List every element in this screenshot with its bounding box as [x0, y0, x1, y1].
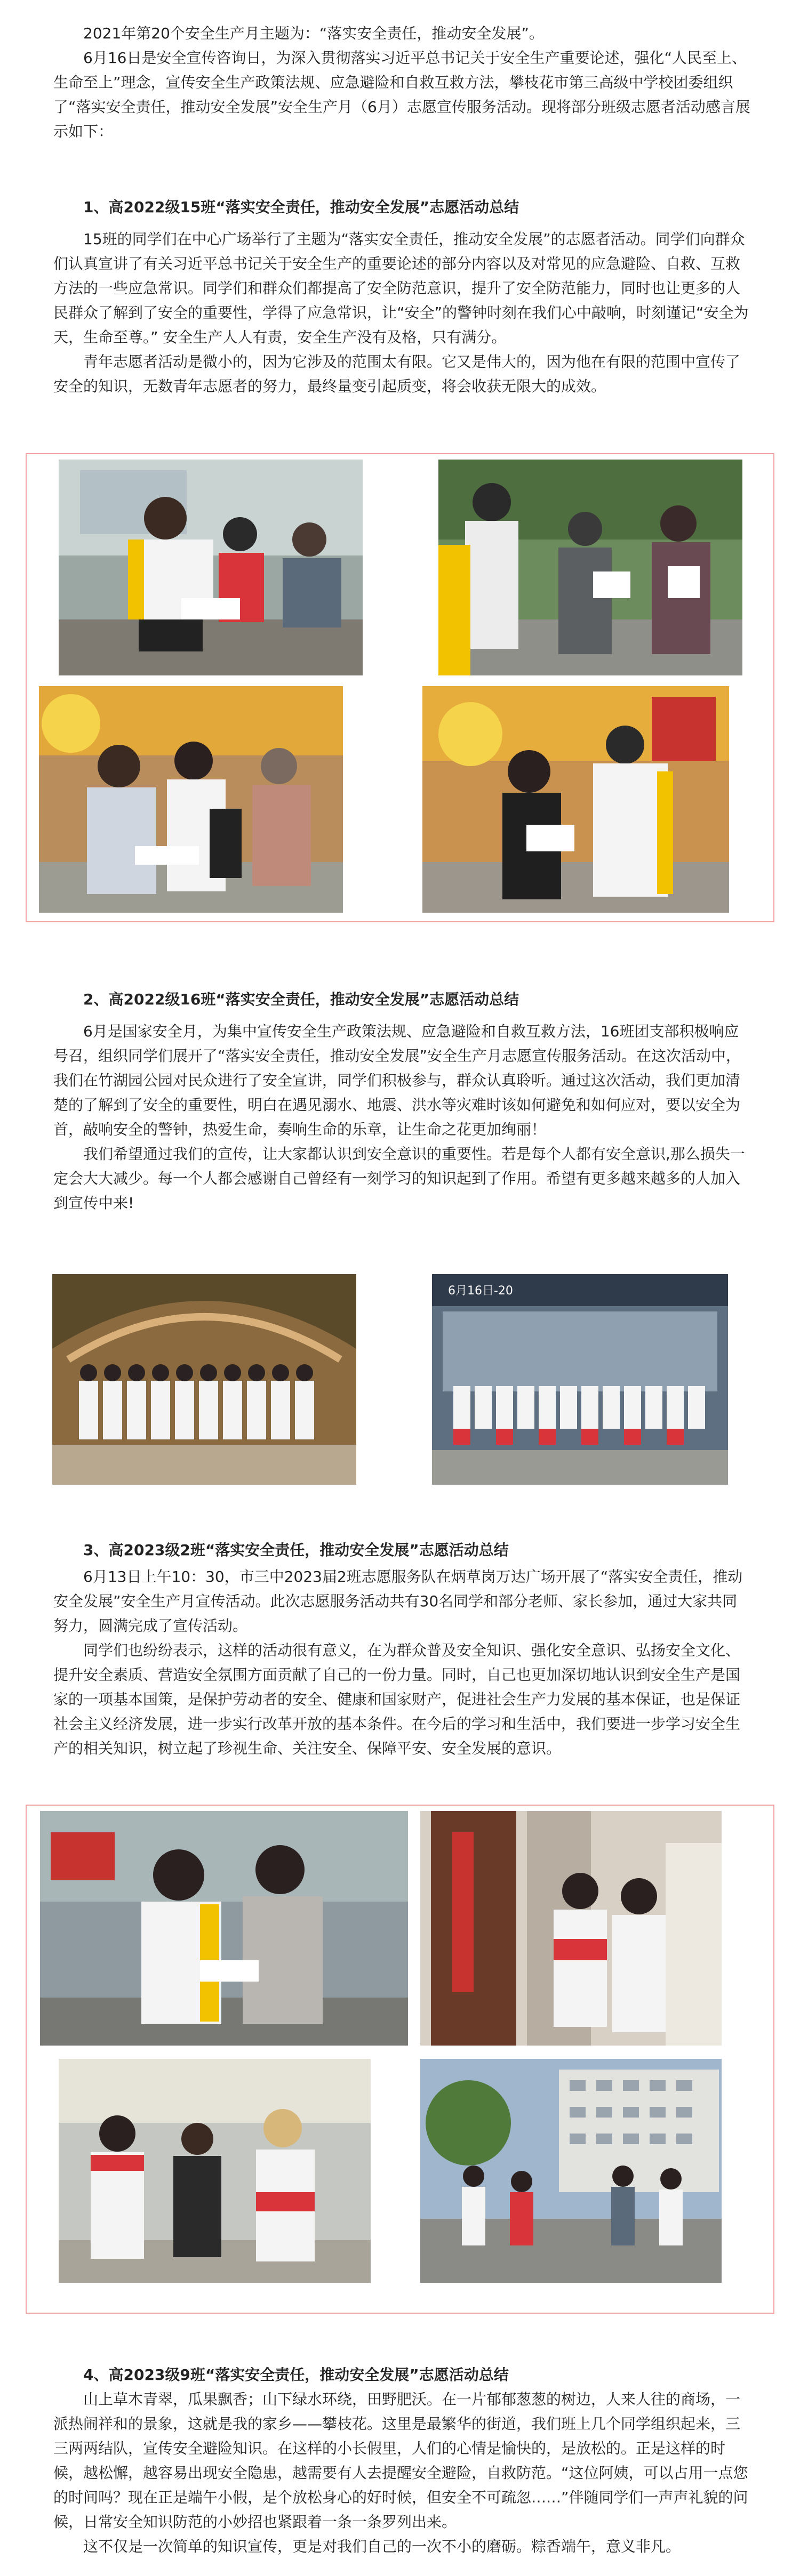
- photo-class-16-group-in-front-of-store: [432, 1274, 728, 1485]
- section-3-paragraph-1: 6月13日上午10：30，市三中2023届2班志愿服务队在炳草岗万达广场开展了“落实安全责任，推动安全发展”安全生产月宣传活动。此次志愿服务活动共有30名同学和部分老师、家长参加，通过大家共同努力，圆满完成了宣传活动。: [53, 1568, 743, 1635]
- photo-students-with-elderly-seated: [59, 460, 363, 675]
- section-1-paragraph-1: 15班的同学们在中心广场举行了主题为“落实安全责任，推动安全发展”的志愿者活动。同学们向群众们认真宣讲了有关习近平总书记关于安全生产的重要论述的部分内容以及对常见的应急避险、自救、互救方法的一些应急常识。同学们和群众们都提高了安全防范意识，提升了安全防范能力，同时也让更多的人民群众了解到了安全的重要性，学得了应急常识，让“安全”的警钟时刻在我们心中敲响，时刻谨记“安全为天，生命至尊。” 安全生产人人有责，安全生产没有及格，只有满分。: [53, 230, 749, 346]
- photo-students-on-street: [420, 2059, 722, 2283]
- section-4-paragraph-1: 山上草木青翠，瓜果飘香；山下绿水环绕，田野肥沃。在一片郁郁葱葱的树边，人来人往的商场，一派热闹祥和的景象，这就是我的家乡——攀枝花。这里是最繁华的街道，我们班上几个同学组织起来，三三两两结队，宣传安全避险知识。在这样的小长假里，人们的心情是愉快的，是放松的。正是这样的时候，越松懈，越容易出现安全隐患，越需要有人去提醒安全避险，自救防范。“这位阿姨，可以占用一点您的时间吗？现在正是端午小假，是个放松身心的好时候，但安全不可疏忽……”伴随同学们一声声礼貌的问候，日常安全知识防范的小妙招也紧跟着一条一条罗列出来。: [53, 2390, 748, 2531]
- section-1-heading: 1、高2022级15班“落实安全责任，推动安全发展”志愿活动总结: [83, 198, 519, 216]
- section-4-paragraph-2: 这不仅是一次简单的知识宣传，更是对我们自己的一次不小的磨砺。粽香端午，意义非凡。: [83, 2538, 681, 2555]
- section-4: [53, 2363, 752, 2559]
- section-3-heading: 3、高2023级2班“落实安全责任，推动安全发展”志愿活动总结: [83, 1541, 509, 1559]
- photo-students-with-woman-in-black: [422, 686, 729, 913]
- section-3: [53, 1538, 752, 1761]
- photo-students-with-elderly-man: [39, 686, 343, 913]
- intro-paragraph-1: 2021年第20个安全生产月主题为：“落实安全责任，推动安全发展”。: [83, 25, 544, 42]
- intro-paragraph-2: 6月16日是安全宣传咨询日，为深入贯彻落实习近平总书记关于安全生产重要论述，强化“人民至上、生命至上”理念，宣传安全生产政策法规、应急避险和自救互救方法，攀枝花市第三高级中学校团委组织了“落实安全责任，推动安全发展”安全生产月（6月）志愿宣传服务活动。现将部分班级志愿者活动感言展示如下：: [53, 49, 750, 140]
- section-3-photo-frame: [26, 1805, 774, 2314]
- section-4-heading: 4、高2023级9班“落实安全责任，推动安全发展”志愿活动总结: [83, 2366, 509, 2384]
- section-2-paragraph-2: 我们希望通过我们的宣传，让大家都认识到安全意识的重要性。若是每个人都有安全意识,那么损失一定会大大减少。每一个人都会感谢自己曾经有一刻学习的知识起到了作用。希望有更多越来越多的人加入到宣传中来!: [53, 1145, 745, 1212]
- section-2-paragraph-1: 6月是国家安全月，为集中宣传安全生产政策法规、应急避险和自救互救方法，16班团支部积极响应号召，组织同学们展开了“落实安全责任，推动安全发展”安全生产月志愿宣传服务活动。在这次活动中，我们在竹湖园公园对民众进行了安全宣讲，同学们积极参与，群众认真聆听。通过这次活动，我们更加清楚的了解到了安全的重要性，明白在遇见溺水、地震、洪水等灾难时该如何避免和如何应对，要以安全为首，敲响安全的警钟，热爱生命，奏响生命的乐章，让生命之花更加绚丽！: [53, 1023, 741, 1138]
- photo-students-at-doorway: [420, 1811, 722, 2046]
- photo-students-with-masked-residents: [438, 460, 742, 675]
- section-2-heading: 2、高2022级16班“落实安全责任，推动安全发展”志愿活动总结: [83, 991, 519, 1008]
- section-1: [53, 195, 752, 399]
- photo-students-in-mall: [59, 2059, 371, 2283]
- section-2: [53, 987, 752, 1215]
- section-1-paragraph-2: 青年志愿者活动是微小的，因为它涉及的范围太有限。它又是伟大的，因为他在有限的范围中宣传了安全的知识，无数青年志愿者的努力，最终量变引起质变，将会收获无限大的成效。: [53, 353, 741, 395]
- intro-section: [53, 21, 752, 144]
- section-1-photo-frame: [26, 453, 774, 922]
- store-sign-text: 6月16日-20: [448, 1284, 513, 1298]
- photo-students-with-man-in-plaid: [40, 1811, 408, 2046]
- photo-class-16-group-under-arch: [52, 1274, 356, 1485]
- section-3-paragraph-2: 同学们也纷纷表示，这样的活动很有意义，在为群众普及安全知识、强化安全意识、弘扬安全文化、提升安全素质、营造安全氛围方面贡献了自己的一份力量。同时，自己也更加深切地认识到安全生产是国家的一项基本国策，是保护劳动者的安全、健康和国家财产，促进社会生产力发展的基本保证，也是保证社会主义经济发展，进一步实行改革开放的基本条件。在今后的学习和生活中，我们要进一步学习安全生产的相关知识，树立起了珍视生命、关注安全、保障平安、安全发展的意识。: [53, 1641, 741, 1757]
